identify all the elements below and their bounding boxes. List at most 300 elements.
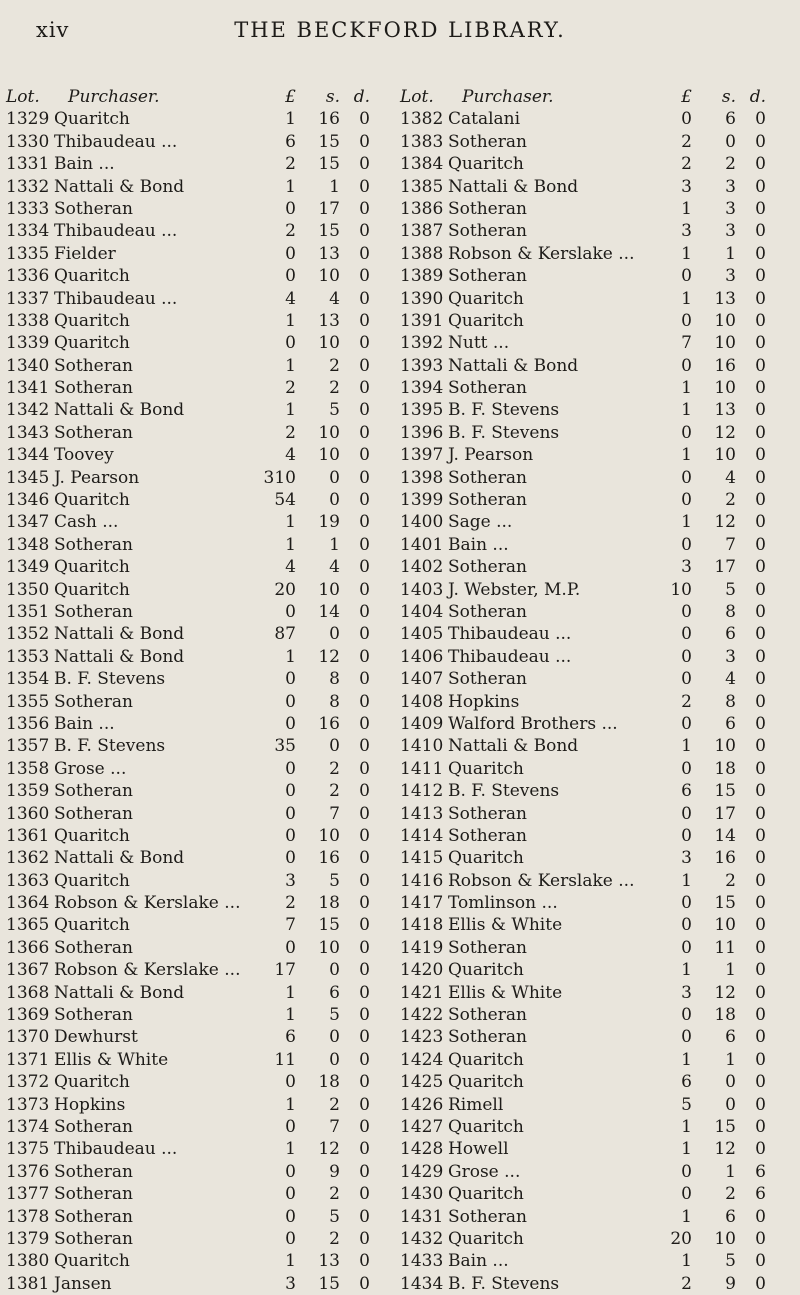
price-shillings: 9 (329, 1161, 340, 1182)
purchaser-name: Robson & Kerslake ... (54, 960, 241, 981)
lot-number: 1352 (6, 624, 50, 645)
price-pounds: 1 (681, 243, 692, 264)
price-pence: 0 (755, 803, 766, 824)
lot-number: 1407 (400, 669, 444, 690)
lot-number: 1415 (400, 848, 444, 869)
price-pounds: 2 (285, 221, 296, 242)
price-shillings: 10 (318, 579, 340, 600)
lot-number: 1429 (400, 1161, 444, 1182)
lot-number: 1343 (6, 422, 50, 443)
lot-row (6, 1116, 398, 1138)
price-shillings: 0 (329, 624, 340, 645)
price-pence: 0 (755, 400, 766, 421)
price-pounds: 1 (681, 1251, 692, 1272)
price-shillings: 13 (318, 243, 340, 264)
price-shillings: 3 (725, 198, 736, 219)
lot-number: 1432 (400, 1228, 444, 1249)
lot-row (400, 982, 794, 1004)
price-pounds: 1 (681, 378, 692, 399)
price-pounds: 7 (285, 915, 296, 936)
price-pounds: 1 (681, 960, 692, 981)
lot-number: 1411 (400, 758, 444, 779)
purchaser-name: Sotheran (448, 490, 527, 511)
purchaser-name: Sotheran (448, 131, 527, 152)
lot-number: 1395 (400, 400, 444, 421)
price-pence: 0 (359, 781, 370, 802)
purchaser-name: J. Webster, M.P. (448, 579, 581, 600)
lot-row (6, 511, 398, 533)
lot-row (400, 1250, 794, 1272)
lot-row (6, 1273, 398, 1295)
price-pounds: 0 (681, 758, 692, 779)
price-pence: 0 (359, 624, 370, 645)
price-pence: 0 (359, 266, 370, 287)
lot-number: 1364 (6, 893, 50, 914)
lot-number: 1355 (6, 691, 50, 712)
lot-row (400, 131, 794, 153)
price-shillings: 7 (329, 1116, 340, 1137)
lot-number: 1331 (6, 154, 50, 175)
lot-number: 1356 (6, 713, 50, 734)
price-shillings: 18 (318, 893, 340, 914)
lot-row (6, 668, 398, 690)
lot-number: 1413 (400, 803, 444, 824)
price-pounds: 2 (681, 1273, 692, 1294)
price-shillings: 6 (725, 109, 736, 130)
right-rows (400, 108, 794, 1295)
lot-number: 1368 (6, 982, 50, 1003)
price-pence: 0 (359, 1206, 370, 1227)
lot-row (6, 1026, 398, 1048)
price-pence: 0 (755, 288, 766, 309)
lot-row (6, 534, 398, 556)
price-pence: 0 (755, 333, 766, 354)
price-pence: 0 (755, 1049, 766, 1070)
price-shillings: 16 (714, 848, 736, 869)
left-column (6, 86, 398, 1295)
price-pounds: 0 (285, 781, 296, 802)
lot-number: 1390 (400, 288, 444, 309)
lot-row (400, 1071, 794, 1093)
price-shillings: 10 (318, 445, 340, 466)
price-pence: 6 (755, 1184, 766, 1205)
purchaser-name: Ellis & White (54, 1049, 169, 1070)
purchaser-name: Nattali & Bond (448, 355, 579, 376)
price-pence: 0 (359, 982, 370, 1003)
lot-row (6, 1004, 398, 1026)
price-pence: 0 (359, 1072, 370, 1093)
purchaser-name: Sotheran (54, 1161, 133, 1182)
price-shillings: 12 (714, 982, 736, 1003)
lot-number: 1335 (6, 243, 50, 264)
price-pence: 0 (359, 490, 370, 511)
lot-number: 1357 (6, 736, 50, 757)
price-pence: 0 (359, 893, 370, 914)
purchaser-name: Robson & Kerslake ... (448, 243, 635, 264)
price-pounds: 0 (285, 333, 296, 354)
price-shillings: 2 (329, 1228, 340, 1249)
price-pounds: 2 (285, 893, 296, 914)
right-column (400, 86, 794, 1295)
lot-number: 1403 (400, 579, 444, 600)
price-pence: 0 (755, 982, 766, 1003)
price-pounds: 2 (681, 154, 692, 175)
lot-number: 1342 (6, 400, 50, 421)
price-pence: 0 (359, 1049, 370, 1070)
price-shillings: 18 (714, 758, 736, 779)
lot-row (6, 399, 398, 421)
lot-number: 1393 (400, 355, 444, 376)
lot-row (400, 489, 794, 511)
shillings-header: s. (325, 87, 340, 107)
price-shillings: 2 (725, 870, 736, 891)
price-pence: 0 (755, 713, 766, 734)
lot-number: 1347 (6, 512, 50, 533)
price-pence: 0 (359, 557, 370, 578)
lot-number: 1334 (6, 221, 50, 242)
price-shillings: 1 (329, 534, 340, 555)
purchaser-name: Sotheran (448, 937, 527, 958)
price-shillings: 6 (725, 1206, 736, 1227)
purchaser-name: Sotheran (54, 803, 133, 824)
lot-number: 1346 (6, 490, 50, 511)
price-shillings: 15 (318, 154, 340, 175)
price-pounds: 1 (285, 109, 296, 130)
price-pence: 0 (755, 624, 766, 645)
price-pounds: 1 (681, 1049, 692, 1070)
price-pounds: 6 (285, 131, 296, 152)
price-shillings: 5 (329, 400, 340, 421)
lot-row (6, 288, 398, 310)
purchaser-name: Quaritch (54, 109, 130, 130)
price-shillings: 10 (714, 310, 736, 331)
price-pence: 0 (755, 1206, 766, 1227)
price-shillings: 16 (318, 713, 340, 734)
price-pence: 0 (359, 960, 370, 981)
lot-row (6, 579, 398, 601)
lot-row (400, 1206, 794, 1228)
lot-row (6, 1183, 398, 1205)
price-pounds: 2 (285, 422, 296, 443)
price-shillings: 13 (714, 400, 736, 421)
price-shillings: 4 (329, 288, 340, 309)
price-shillings: 11 (714, 937, 736, 958)
page-number: xiv (36, 18, 70, 42)
price-pence: 0 (755, 1251, 766, 1272)
price-pence: 0 (359, 1139, 370, 1160)
column-header (400, 86, 794, 108)
purchaser-name: Quaritch (54, 310, 130, 331)
lot-row (400, 198, 794, 220)
price-pounds: 6 (285, 1027, 296, 1048)
price-pence: 0 (755, 310, 766, 331)
price-pounds: 1 (681, 288, 692, 309)
purchaser-name: J. Pearson (448, 445, 534, 466)
lot-number: 1378 (6, 1206, 50, 1227)
purchaser-name: Toovey (54, 445, 114, 466)
price-pence: 0 (359, 355, 370, 376)
price-shillings: 1 (725, 243, 736, 264)
price-pence: 0 (359, 848, 370, 869)
lot-number: 1371 (6, 1049, 50, 1070)
price-pounds: 0 (681, 310, 692, 331)
purchaser-name: Hopkins (448, 691, 520, 712)
price-shillings: 13 (714, 288, 736, 309)
price-shillings: 8 (329, 669, 340, 690)
purchaser-name: Quaritch (448, 1228, 524, 1249)
price-pounds: 0 (285, 758, 296, 779)
price-pence: 0 (359, 154, 370, 175)
price-pounds: 1 (285, 310, 296, 331)
price-pence: 0 (755, 266, 766, 287)
lot-row (400, 646, 794, 668)
price-pounds: 2 (681, 131, 692, 152)
price-pounds: 0 (285, 1228, 296, 1249)
price-shillings: 3 (725, 646, 736, 667)
price-pence: 0 (359, 534, 370, 555)
price-pence: 0 (359, 512, 370, 533)
lot-row (6, 713, 398, 735)
price-shillings: 2 (329, 378, 340, 399)
lot-number: 1387 (400, 221, 444, 242)
price-pence: 0 (359, 870, 370, 891)
purchaser-name: Sotheran (448, 1005, 527, 1026)
purchaser-name: Dewhurst (54, 1027, 138, 1048)
page-header (0, 10, 800, 42)
price-pence: 0 (359, 1027, 370, 1048)
purchaser-name: Quaritch (448, 310, 524, 331)
lot-number: 1350 (6, 579, 50, 600)
price-pence: 0 (755, 669, 766, 690)
lot-number: 1423 (400, 1027, 444, 1048)
price-pounds: 0 (285, 1184, 296, 1205)
price-pounds: 1 (681, 870, 692, 891)
price-pence: 0 (755, 1094, 766, 1115)
lot-row (6, 691, 398, 713)
price-pounds: 0 (285, 243, 296, 264)
purchaser-name: Sotheran (54, 198, 133, 219)
price-shillings: 15 (318, 1273, 340, 1294)
price-shillings: 14 (318, 601, 340, 622)
lot-row (6, 243, 398, 265)
lot-row (6, 1228, 398, 1250)
purchaser-name: Quaritch (54, 915, 130, 936)
price-shillings: 0 (329, 490, 340, 511)
lot-number: 1399 (400, 490, 444, 511)
price-shillings: 13 (318, 310, 340, 331)
lot-row (6, 937, 398, 959)
price-pounds: 4 (285, 288, 296, 309)
lot-row (6, 444, 398, 466)
purchaser-name: B. F. Stevens (54, 736, 166, 757)
purchaser-name: Quaritch (448, 1116, 524, 1137)
lot-number: 1348 (6, 534, 50, 555)
price-pence: 0 (755, 1005, 766, 1026)
price-pence: 0 (755, 221, 766, 242)
price-pounds: 54 (274, 490, 296, 511)
lot-row (6, 1206, 398, 1228)
purchaser-name: Sotheran (54, 1116, 133, 1137)
price-pounds: 0 (285, 669, 296, 690)
price-shillings: 1 (725, 1161, 736, 1182)
lot-number: 1353 (6, 646, 50, 667)
price-pence: 0 (755, 243, 766, 264)
price-pence: 0 (755, 1116, 766, 1137)
price-shillings: 0 (329, 1049, 340, 1070)
lot-number: 1394 (400, 378, 444, 399)
lot-number: 1341 (6, 378, 50, 399)
price-pounds: 1 (681, 1206, 692, 1227)
lot-number: 1339 (6, 333, 50, 354)
price-pence: 0 (755, 601, 766, 622)
lot-row (6, 780, 398, 802)
price-pounds: 0 (285, 848, 296, 869)
purchaser-name: Walford Brothers ... (448, 713, 618, 734)
lot-row (6, 735, 398, 757)
lot-row (400, 556, 794, 578)
price-pence: 0 (359, 310, 370, 331)
price-pence: 0 (755, 915, 766, 936)
price-pounds: 0 (681, 624, 692, 645)
price-pence: 0 (359, 579, 370, 600)
price-shillings: 6 (725, 1027, 736, 1048)
price-shillings: 5 (329, 1206, 340, 1227)
price-pence: 0 (359, 221, 370, 242)
price-pence: 0 (755, 534, 766, 555)
lot-number: 1422 (400, 1005, 444, 1026)
price-pence: 0 (755, 960, 766, 981)
price-shillings: 19 (318, 512, 340, 533)
lot-row (400, 623, 794, 645)
price-pounds: 3 (285, 1273, 296, 1294)
lot-number: 1360 (6, 803, 50, 824)
purchaser-name: Robson & Kerslake ... (448, 870, 635, 891)
price-shillings: 2 (725, 490, 736, 511)
price-pence: 0 (359, 109, 370, 130)
lot-number: 1397 (400, 445, 444, 466)
lot-number: 1363 (6, 870, 50, 891)
price-pence: 0 (755, 355, 766, 376)
purchaser-name: Sotheran (54, 534, 133, 555)
price-pence: 0 (359, 378, 370, 399)
lot-number: 1332 (6, 176, 50, 197)
price-shillings: 10 (714, 333, 736, 354)
purchaser-name: B. F. Stevens (448, 781, 560, 802)
purchaser-name: Quaritch (448, 288, 524, 309)
purchaser-name: Quaritch (54, 1072, 130, 1093)
price-pounds: 1 (681, 512, 692, 533)
price-pence: 0 (359, 1184, 370, 1205)
price-pounds: 0 (681, 803, 692, 824)
lot-number: 1372 (6, 1072, 50, 1093)
price-shillings: 2 (329, 1094, 340, 1115)
price-pounds: 0 (681, 825, 692, 846)
price-pounds: 310 (263, 467, 296, 488)
price-pence: 0 (359, 467, 370, 488)
lot-row (6, 198, 398, 220)
price-shillings: 5 (725, 1251, 736, 1272)
price-pounds: 6 (681, 1072, 692, 1093)
price-pence: 0 (359, 713, 370, 734)
lot-number: 1428 (400, 1139, 444, 1160)
lot-number: 1424 (400, 1049, 444, 1070)
lot-number: 1385 (400, 176, 444, 197)
price-shillings: 3 (725, 266, 736, 287)
lot-number: 1384 (400, 154, 444, 175)
price-pence: 0 (359, 937, 370, 958)
purchaser-name: Quaritch (448, 1184, 524, 1205)
lot-number: 1404 (400, 601, 444, 622)
price-shillings: 0 (329, 736, 340, 757)
lot-row (400, 735, 794, 757)
price-pounds: 0 (681, 669, 692, 690)
purchaser-name: Quaritch (448, 960, 524, 981)
lot-row (6, 265, 398, 287)
price-pounds: 0 (681, 1184, 692, 1205)
lot-row (400, 579, 794, 601)
purchaser-name: Thibaudeau ... (448, 646, 572, 667)
price-pounds: 1 (285, 534, 296, 555)
purchaser-name: Grose ... (448, 1161, 521, 1182)
lot-row (400, 959, 794, 981)
purchaser-name: Rimell (448, 1094, 504, 1115)
lot-number: 1434 (400, 1273, 444, 1294)
lot-number: 1374 (6, 1116, 50, 1137)
price-pounds: 1 (285, 176, 296, 197)
price-pounds: 0 (681, 355, 692, 376)
lot-number: 1410 (400, 736, 444, 757)
price-pence: 0 (755, 557, 766, 578)
purchaser-name: Sotheran (54, 1228, 133, 1249)
purchaser-name: Sotheran (54, 691, 133, 712)
lot-row (400, 534, 794, 556)
lot-number: 1351 (6, 601, 50, 622)
purchaser-name: Ellis & White (448, 982, 563, 1003)
price-shillings: 10 (714, 378, 736, 399)
price-pence: 0 (359, 803, 370, 824)
column-header (6, 86, 398, 108)
purchaser-name: Nattali & Bond (448, 176, 579, 197)
price-shillings: 4 (329, 557, 340, 578)
price-pounds: 20 (670, 1228, 692, 1249)
lot-row (400, 1094, 794, 1116)
price-shillings: 0 (725, 131, 736, 152)
purchaser-name: Sotheran (448, 467, 527, 488)
purchaser-name: Nattali & Bond (54, 646, 185, 667)
purchaser-name: Sotheran (54, 781, 133, 802)
price-shillings: 5 (725, 579, 736, 600)
price-shillings: 2 (725, 154, 736, 175)
price-shillings: 15 (714, 1116, 736, 1137)
lot-row (6, 825, 398, 847)
lot-row (400, 870, 794, 892)
lot-number: 1409 (400, 713, 444, 734)
purchaser-name: Sotheran (54, 422, 133, 443)
lot-row (6, 131, 398, 153)
lot-number: 1412 (400, 781, 444, 802)
purchaser-name: Sotheran (54, 1206, 133, 1227)
lot-number: 1373 (6, 1094, 50, 1115)
price-pounds: 0 (681, 266, 692, 287)
price-pounds: 0 (681, 713, 692, 734)
lot-number: 1358 (6, 758, 50, 779)
lot-row (400, 1004, 794, 1026)
price-shillings: 10 (318, 266, 340, 287)
price-pence: 0 (755, 109, 766, 130)
lot-row (400, 243, 794, 265)
purchaser-name: Sotheran (54, 601, 133, 622)
price-shillings: 2 (329, 355, 340, 376)
